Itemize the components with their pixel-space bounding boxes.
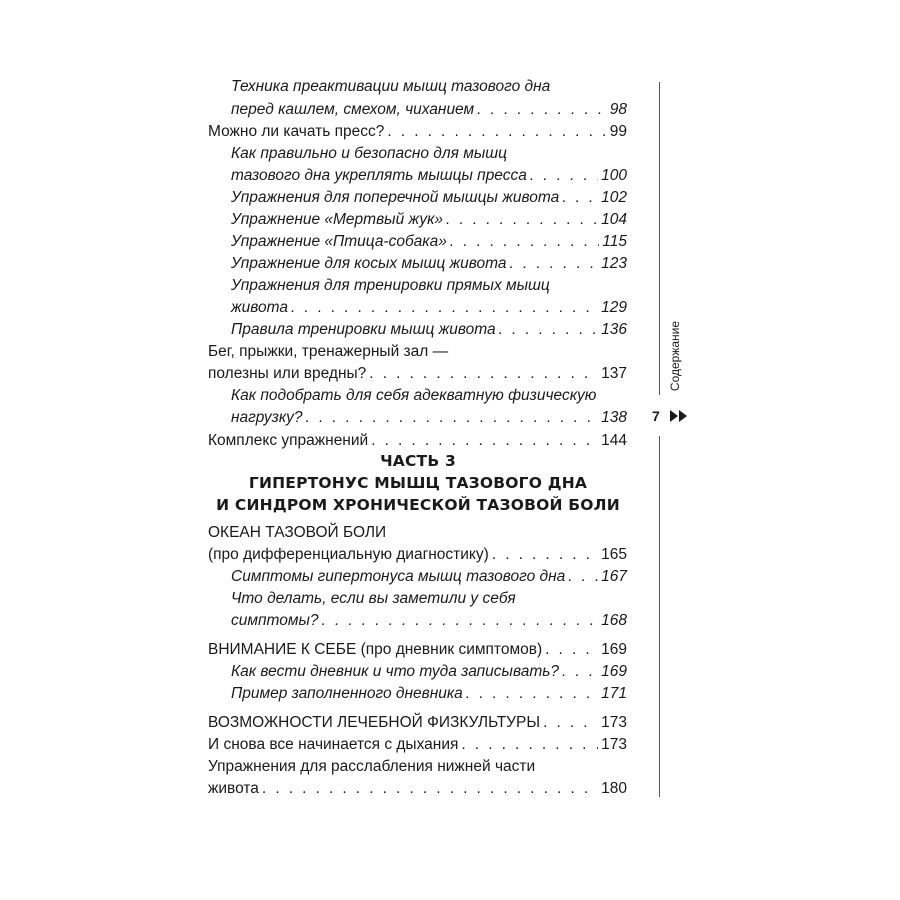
- margin-rule-bottom: [659, 436, 660, 797]
- section-label: Содержание: [668, 320, 682, 392]
- toc-chapter: [208, 713, 627, 733]
- toc-entry-title: живота: [208, 780, 259, 797]
- toc-entry-title: Техника преактивации мышц тазового дна: [231, 78, 551, 95]
- toc-entry-title: Упражнение для косых мышц живота: [231, 255, 507, 272]
- toc-entry-page: 123: [601, 255, 627, 272]
- leader-dots: [562, 662, 598, 682]
- toc-entry: [231, 408, 627, 428]
- toc-entry: [208, 342, 627, 362]
- part-number: ЧАСТЬ 3: [380, 452, 456, 470]
- toc-entry-title: Что делать, если вы заметили у себя: [231, 590, 516, 607]
- toc-entry-title: Как вести дневник и что туда записывать?: [231, 663, 560, 680]
- leader-dots: [499, 320, 598, 340]
- toc-entry-title: нагрузку?: [231, 409, 303, 426]
- toc-entry: [231, 100, 627, 120]
- toc-entry-title: тазового дна укреплять мышцы пресса: [231, 167, 527, 184]
- toc-entry-title: симптомы?: [231, 612, 319, 629]
- toc-entry: [231, 77, 627, 97]
- toc-entry: [231, 684, 627, 704]
- leader-dots: [530, 166, 598, 186]
- toc-entry: [231, 589, 627, 609]
- toc-entry-page: 169: [601, 641, 627, 658]
- toc-entry: [231, 320, 627, 340]
- toc-entry: [231, 232, 627, 252]
- toc-entry: [231, 276, 627, 296]
- toc-entry: [231, 567, 627, 587]
- toc-entry-title: Упражнение «Мертвый жук»: [231, 211, 444, 228]
- leader-dots: [291, 298, 598, 318]
- leader-dots: [371, 431, 598, 451]
- toc-entry-title: Пример заполненного дневника: [231, 685, 463, 702]
- toc-entry: [231, 611, 627, 631]
- toc-entry-page: 138: [601, 409, 627, 426]
- toc-entry-page: 171: [601, 685, 627, 702]
- toc-entry-title: живота: [231, 299, 289, 316]
- double-arrow-right-icon: [670, 410, 690, 422]
- toc-entry-page: 102: [601, 189, 627, 206]
- leader-dots: [262, 779, 598, 799]
- toc-entry-page: 137: [601, 365, 627, 382]
- leader-dots: [306, 408, 599, 428]
- toc-entry-title: ОКЕАН ТАЗОВОЙ БОЛИ: [208, 524, 387, 541]
- leader-dots: [510, 254, 599, 274]
- toc-entry-page: 104: [601, 211, 627, 228]
- toc-entry-title: Упражнение «Птица-собака»: [231, 233, 447, 250]
- toc-entry-page: 144: [601, 432, 627, 449]
- toc-chapter: [208, 523, 627, 543]
- toc-entry-title: И снова все начинается с дыхания: [208, 736, 459, 753]
- toc-entry-page: 98: [609, 101, 627, 118]
- toc-entry: [208, 364, 627, 384]
- toc-entry: [208, 431, 627, 451]
- toc-entry-title: ВОЗМОЖНОСТИ ЛЕЧЕБНОЙ ФИЗКУЛЬТУРЫ: [208, 714, 541, 731]
- toc-entry: [208, 545, 627, 565]
- toc-entry-title: (про дифференциальную диагностику): [208, 546, 489, 563]
- part-heading: [208, 450, 628, 516]
- toc-entry: [231, 188, 627, 208]
- toc-entry: [231, 298, 627, 318]
- toc-entry-title: Как подобрать для себя адекватную физическую: [231, 387, 597, 404]
- toc-entry: [231, 166, 627, 186]
- part-title-line-1: ГИПЕРТОНУС МЫШЦ ТАЗОВОГО ДНА: [248, 474, 588, 492]
- toc-entry-title: ВНИМАНИЕ К СЕБЕ (про дневник симптомов): [208, 641, 543, 658]
- toc-entry-title: Правила тренировки мышц живота: [231, 321, 496, 338]
- toc-entry-title: Как правильно и безопасно для мышц: [231, 145, 507, 162]
- toc-entry-title: перед кашлем, смехом, чиханием: [231, 101, 475, 118]
- toc-entry-title: Комплекс упражнений: [208, 432, 369, 449]
- toc-entry-page: 129: [601, 299, 627, 316]
- toc-entry-page: 115: [602, 233, 627, 250]
- leader-dots: [387, 122, 606, 142]
- leader-dots: [562, 188, 598, 208]
- toc-entry-page: 168: [601, 612, 627, 629]
- leader-dots: [545, 640, 598, 660]
- page-number: 7: [652, 408, 660, 424]
- toc-entry-title: Бег, прыжки, тренажерный зал —: [208, 343, 449, 360]
- toc-entry-title: Упражнения для расслабления нижней части: [208, 758, 536, 775]
- toc-entry: [208, 757, 627, 777]
- toc-entry-page: 167: [601, 568, 627, 585]
- margin-rule-top: [659, 82, 660, 395]
- toc-entry: [231, 386, 627, 406]
- toc-entry: [208, 735, 627, 755]
- toc-entry-page: 165: [601, 546, 627, 563]
- leader-dots: [322, 611, 599, 631]
- toc-entry-page: 173: [601, 736, 627, 753]
- toc-entry-page: 169: [601, 663, 627, 680]
- toc-entry-title: Упражнения для тренировки прямых мышц: [231, 277, 550, 294]
- leader-dots: [450, 232, 599, 252]
- leader-dots: [492, 545, 598, 565]
- toc-entry-page: 136: [601, 321, 627, 338]
- leader-dots: [477, 100, 607, 120]
- leader-dots: [466, 684, 598, 704]
- toc-chapter: [208, 640, 627, 660]
- toc-entry-title: Симптомы гипертонуса мышц тазового дна: [231, 568, 566, 585]
- toc-entry: [231, 662, 627, 682]
- toc-entry-title: полезны или вредны?: [208, 365, 367, 382]
- toc-entry-page: 180: [601, 780, 627, 797]
- toc-entry-title: Упражнения для поперечной мышцы живота: [231, 189, 560, 206]
- toc-entry: [231, 210, 627, 230]
- toc-entry: [231, 254, 627, 274]
- leader-dots: [543, 713, 598, 733]
- part-title-line-2: И СИНДРОМ ХРОНИЧЕСКОЙ ТАЗОВОЙ БОЛИ: [216, 496, 620, 514]
- toc-entry-page: 99: [609, 123, 627, 140]
- leader-dots: [568, 567, 598, 587]
- leader-dots: [369, 364, 598, 384]
- leader-dots: [446, 210, 598, 230]
- toc-entry: [208, 779, 627, 799]
- toc-entry-page: 173: [601, 714, 627, 731]
- toc-entry: [208, 122, 627, 142]
- leader-dots: [461, 735, 598, 755]
- toc-entry-title: Можно ли качать пресс?: [208, 123, 385, 140]
- toc-entry: [231, 144, 627, 164]
- toc-entry-page: 100: [601, 167, 627, 184]
